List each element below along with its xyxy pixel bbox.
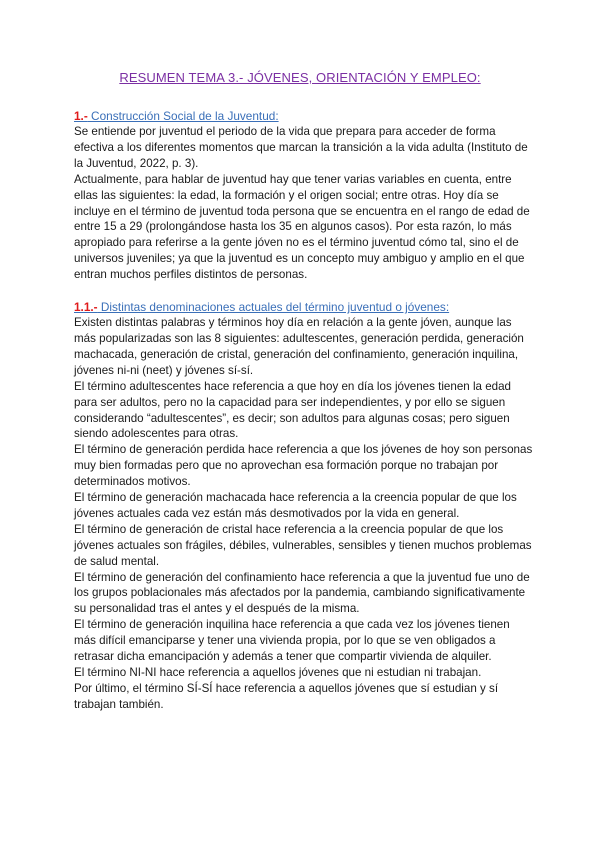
paragraph: Por último, el término SÍ-SÍ hace referencia a aquellos jóvenes que sí estudian y sí trabajan también. — [74, 681, 499, 711]
section-heading-construccion-social — [74, 108, 534, 124]
paragraph: El término adultescentes hace referencia a que hoy en día los jóvenes tienen la edad para ser adultos, pero no la capacidad para ser independientes, y por ello se siguen considerando “adultescentes”, es decir; son adultos para algunas cosas; pero siguen siendo adolescentes para otras. — [74, 379, 511, 441]
paragraph: El término de generación perdida hace referencia a que los jóvenes de hoy son personas muy bien formadas pero que no aprovechan esa formación porque no trabajan por determinados motivos. — [74, 443, 533, 489]
paragraph: El término NI-NI hace referencia a aquellos jóvenes que ni estudian ni trabajan. — [74, 666, 482, 679]
paragraph: Se entiende por juventud el periodo de la vida que prepara para acceder de forma efectiva a los diferentes momentos que marcan la transición a la vida adulta (Instituto de la Juventud, 2022, p. 3). — [74, 125, 528, 170]
section-heading-text: Construcción Social de la Juventud: — [87, 109, 279, 123]
section-number: 1.1.- — [74, 300, 98, 315]
paragraph: El término de generación inquilina hace referencia a que cada vez los jóvenes tienen más difícil emanciparse y tener una vivienda propia, por lo que se ven obligados a retrasar dicha emancipación y además a tener que compartir vivienda de alquiler. — [74, 618, 510, 664]
paragraph: El término de generación de cristal hace referencia a la creencia popular de que los jóvenes actuales son frágiles, débiles, vulnerables, sensibles y tienen muchos problemas de salud mental. — [74, 522, 532, 568]
section-heading-text: Distintas denominaciones actuales del término juventud o jóvenes: — [97, 300, 450, 315]
section-spacer — [74, 283, 534, 299]
paragraph: Existen distintas palabras y términos hoy día en relación a la gente jóven, aunque las más popularizadas son las 8 siguientes: adultescentes, generación perdida, generación machacada, generación de cristal, generación del confinamiento, generación inquilina, jóvenes ni-ni (neet) y jóvenes sí-sí. — [74, 316, 524, 377]
paragraph: El término de generación machacada hace referencia a la creencia popular de que los jóvenes actuales cada vez están más desmotivados por la vida en general. — [74, 491, 517, 520]
document-title: RESUMEN TEMA 3.- JÓVENES, ORIENTACIÓN Y EMPLEO: — [119, 70, 481, 85]
paragraph: Actualmente, para hablar de juventud hay que tener varias variables en cuenta, entre ellas las siguientes: la edad, la formación y el origen social; entre otras. Hoy día se incluye en el término de juventud toda persona que se encuentra en el rango de edad de entre 15 a 29 (prolongándose hasta los 35 en algunos casos). Por esta razón, lo más apropiado para referirse a la gente jóven no es el término juventud cómo tal, sino el de universos juveniles; ya que la juventud es un concepto muy ambiguo y amplio en el que entran muchos perfiles distintos de personas. — [74, 172, 530, 282]
paragraph: El término de generación del confinamiento hace referencia a que la juventud fue uno de los grupos poblacionales más afectados por la pandemia, cambiando significativamente su personalidad tras el antes y el después de la misma. — [74, 570, 530, 616]
section-heading-denominaciones — [74, 299, 534, 315]
section-number: 1.- — [74, 109, 88, 123]
document-body — [74, 108, 534, 713]
